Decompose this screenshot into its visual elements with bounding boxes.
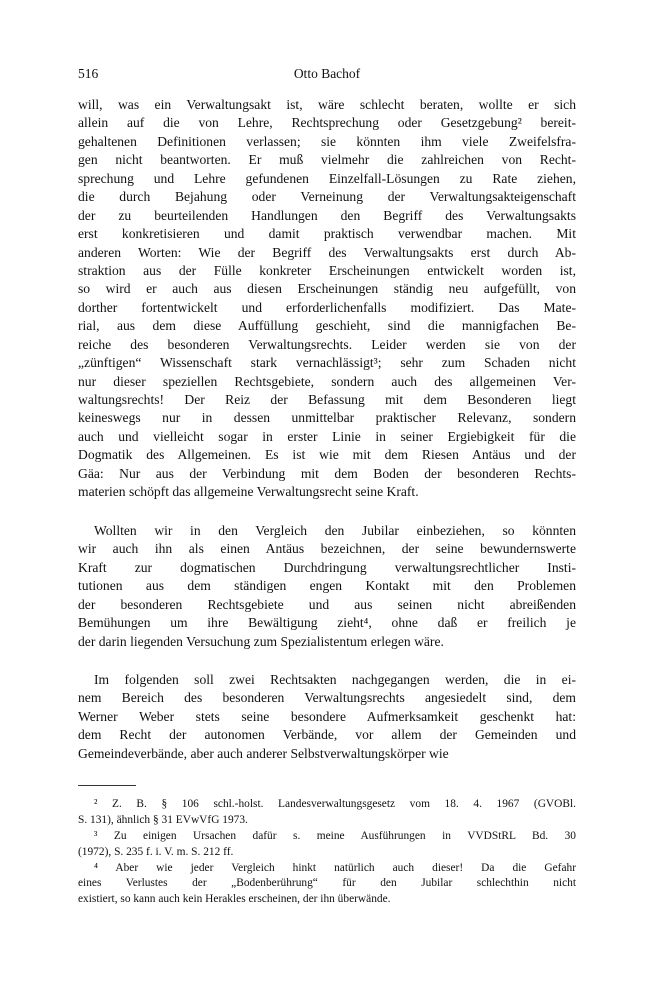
text-line: Kraft zur dogmatischen Durchdringung verwaltungsrechtlicher Insti- <box>78 559 576 575</box>
text-line: gehaltenen Definitionen verlassen; sie könnten ihm viele Zweifelsfra- <box>78 133 576 149</box>
text-line: Dogmatik des Allgemeinen. Es ist wie mit dem Riesen Antäus und der <box>78 447 576 463</box>
text-line: straktion aus der Fülle konkreter Erscheinungen entwickelt worden ist, <box>78 262 576 278</box>
paragraph-1 <box>78 96 576 502</box>
text-line: tutionen aus dem ständigen engen Kontakt mit den Problemen <box>78 578 576 594</box>
text-line: Gäa: Nur aus der Verbindung mit dem Boden der besonderen Rechts- <box>78 465 576 481</box>
paragraph-2 <box>78 522 576 651</box>
text-line: so wird er auch aus diesen Erscheinungen ständig neu aufgefüllt, von <box>78 281 576 297</box>
footnote-line: (1972), S. 235 f. i. V. m. S. 212 ff. <box>78 845 234 858</box>
text-line: reiche des besonderen Verwaltungsrechts. Leider werden sie von der <box>78 336 576 352</box>
footnotes <box>78 797 576 908</box>
running-header <box>78 66 576 86</box>
text-line: der darin liegenden Versuchung zum Spezialistentum erlegen wäre. <box>78 633 444 649</box>
text-line: waltungsrechts! Der Reiz der Befassung mit dem Besonderen liegt <box>78 392 576 407</box>
text-line: der besonderen Rechtsgebiete und aus seinen nicht abreißenden <box>78 596 576 612</box>
footnote-line: ³ Zu einigen Ursachen dafür s. meine Ausführungen in VVDStRL Bd. 30 <box>94 829 576 842</box>
text-line: nur dieser speziellen Rechtsgebiete, sondern auch des allgemeinen Ver- <box>78 373 576 389</box>
footnote-4 <box>78 861 576 909</box>
footnote-line: ² Z. B. § 106 schl.-holst. Landesverwaltungsgesetz vom 18. 4. 1967 (GVOBl. <box>94 798 576 810</box>
text-line: dem Recht der autonomen Verbände, vor allem der Gemeinden und <box>78 727 576 743</box>
text-line: erst konkretisieren und damit praktisch verwendbar machen. Mit <box>78 226 576 242</box>
text-line: Wollten wir in den Vergleich den Jubilar einbeziehen, so könnten <box>94 523 576 538</box>
text-line: gen nicht beantworten. Er muß vielmehr die zahlreichen von Recht- <box>78 152 576 168</box>
text-line: auch und vielleicht sogar in erster Linie in seiner Ergiebigkeit für die <box>78 428 576 444</box>
footnote-line: existiert, so kann auch kein Herakles erscheinen, der ihn überwände. <box>78 893 391 906</box>
page-number: 516 <box>78 66 99 81</box>
footnote-line: eines Verlustes der „Bodenberührung“ für den Jubilar schlechthin nicht <box>78 877 576 890</box>
footnote-2 <box>78 797 576 829</box>
text-line: nem Bereich des besonderen Verwaltungsrechts angesiedelt sind, dem <box>78 690 576 706</box>
text-line: die durch Bejahung oder Verneinung der Verwaltungsakteigenschaft <box>78 189 576 205</box>
text-line: der zu beurteilenden Handlungen den Begriff des Verwaltungsakts <box>78 207 576 223</box>
footnote-line: S. 131), ähnlich § 31 EVwVfG 1973. <box>78 813 248 826</box>
text-line: dorther fortentwickelt und erforderlichenfalls modifiziert. Das Mate- <box>78 299 576 315</box>
footnote-line: ⁴ Aber wie jeder Vergleich hinkt natürlich auch dieser! Da die Gefahr <box>94 861 576 874</box>
text-line: Bemühungen um ihre Bewältigung zieht⁴, ohne daß er freilich je <box>78 615 576 631</box>
text-line: keineswegs nur in dessen unmittelbar praktischer Relevanz, sondern <box>78 410 576 426</box>
text-line: Im folgenden soll zwei Rechtsakten nachgegangen werden, die in ei- <box>94 672 576 687</box>
footnote-separator <box>78 785 136 786</box>
text-line: Gemeindeverbände, aber auch anderer Selbstverwaltungskörper wie <box>78 745 449 761</box>
text-line: rial, aus dem diese Auffüllung geschieht, sind die mannigfachen Be- <box>78 318 576 334</box>
text-line: wir auch ihn als einen Antäus bezeichnen, der seine bewundernswerte <box>78 541 576 557</box>
text-line: anderen Worten: Wie der Begriff des Verwaltungsakts erst durch Ab- <box>78 244 576 260</box>
running-header-author: Otto Bachof <box>293 66 361 81</box>
text-line: sprechung und Lehre gefundenen Einzelfall-Lösungen zu Rate ziehen, <box>78 170 576 186</box>
text-line: will, was ein Verwaltungsakt ist, wäre schlecht beraten, wollte er sich <box>78 97 576 112</box>
paragraph-3 <box>78 671 576 763</box>
footnote-3 <box>78 829 576 861</box>
text-line: materien schöpft das allgemeine Verwaltungsrecht seine Kraft. <box>78 484 419 500</box>
text-line: allein auf die von Lehre, Rechtsprechung oder Gesetzgebung² bereit- <box>78 115 576 131</box>
text-line: „zünftigen“ Wissenschaft stark vernachlässigt³; sehr zum Schaden nicht <box>78 355 576 371</box>
text-line: Werner Weber stets seine besondere Aufmerksamkeit geschenkt hat: <box>78 708 576 724</box>
